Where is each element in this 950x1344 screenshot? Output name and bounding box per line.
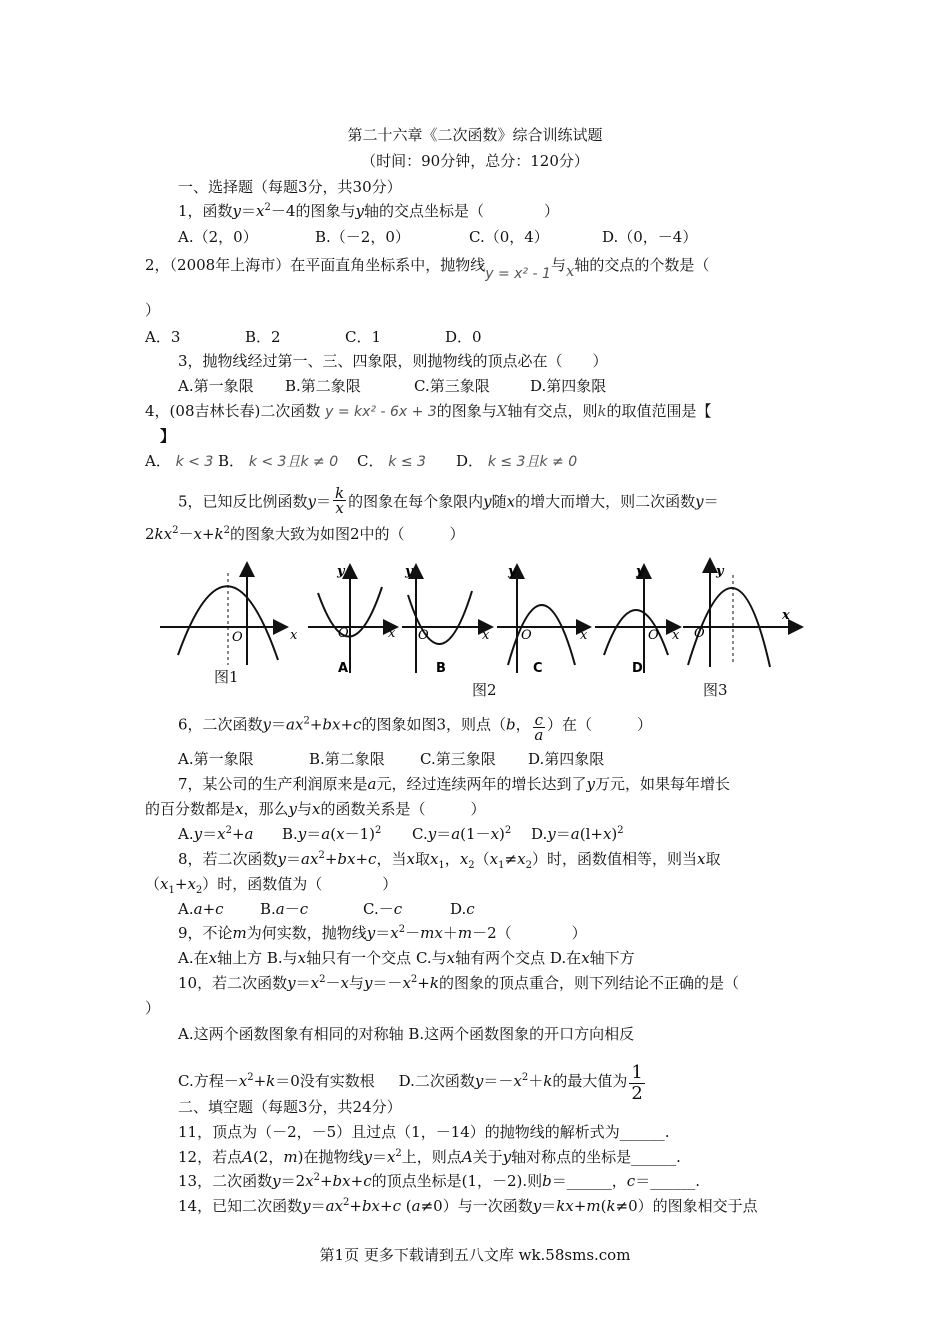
question-14: 14，已知二次函数$y=ax^2+bx+c$ (a≠0）与一次函数y＝kx+m(k≠0）的图象相交于点 bbox=[178, 1197, 758, 1215]
fig2-label-c: C bbox=[533, 661, 543, 676]
q2-formula: y = x² - 1 bbox=[485, 266, 551, 282]
page-footer: 第1页 更多下载请到五八文库 wk.58sms.com bbox=[319, 1246, 631, 1264]
q10-options-ab bbox=[178, 1024, 634, 1044]
q7-option-d: $D.y=a(l+x)^2$ bbox=[531, 825, 624, 843]
q1-option-d: D.（0，－4） bbox=[602, 228, 698, 246]
q3-option-c: C.第三象限 bbox=[414, 377, 490, 395]
q10-option-c: C.方程$-x^2+k=0$没有实数根 bbox=[178, 1071, 375, 1090]
q9-options bbox=[178, 948, 635, 968]
question-3: 3，抛物线经过第一、三、四象限，则抛物线的顶点必在（ ） bbox=[178, 352, 608, 370]
q8-option-a: A.a+c bbox=[178, 900, 224, 918]
q2-option-a: A．3 bbox=[145, 328, 181, 346]
question-12: 12，若点A(2，m)在抛物线$y=x^2$上，则点A关于y轴对称点的坐标是______. bbox=[178, 1148, 681, 1166]
q6-option-d: D.第四象限 bbox=[528, 750, 605, 768]
q4-formula: y = kx² - 6x + 3 bbox=[325, 404, 437, 420]
svg-text:x: x bbox=[672, 628, 680, 643]
q3-option-a: A.第一象限 bbox=[178, 377, 254, 395]
q7-option-a: $A.y=x^2+a$ bbox=[178, 825, 254, 843]
question-8-line1: 8，若二次函数$y=ax^2+bx+c$，当x取$x_1$，$x_2(x_1\ne x_2)$时，函数值相等，则当x取 bbox=[178, 850, 721, 871]
q3-option-d: D.第四象限 bbox=[530, 377, 607, 395]
q4-option-c: C． k ≤ 3 bbox=[357, 452, 426, 470]
fig2-label-d: D bbox=[632, 661, 643, 676]
question-4: 4，(08吉林长春)二次函数 y = kx² - 6x + 3的图象与X轴有交点，则k的取值范围是【 bbox=[145, 402, 712, 420]
fig2-label-a: A bbox=[338, 661, 349, 676]
svg-text:O: O bbox=[694, 626, 705, 641]
svg-text:x: x bbox=[782, 608, 790, 623]
q4-tail: 】 bbox=[160, 427, 176, 445]
q9-option-b: B.与x轴只有一个交点 bbox=[266, 949, 412, 967]
q10-option-d: D.二次函数$y=-x^2+k$的最大值为 $\frac{1}{2}$ bbox=[398, 1062, 643, 1104]
section-choice-heading: 一、选择题（每题3分，共30分） bbox=[178, 178, 402, 196]
figure-3 bbox=[683, 561, 800, 667]
q4-option-b: B． k < 3且k ≠ 0 bbox=[218, 452, 339, 470]
svg-text:y: y bbox=[337, 564, 345, 579]
q6-option-c: C.第三象限 bbox=[420, 750, 496, 768]
q2-option-b: B．2 bbox=[245, 328, 281, 346]
q8-option-c: C.－c bbox=[363, 900, 403, 918]
page-subtitle: （时间：90分钟，总分：120分） bbox=[361, 152, 589, 170]
question-1: 1，函数$y=x^2-4$的图象与y轴的交点坐标是（ ） bbox=[178, 202, 559, 220]
question-8-line2: $(x_1+x_2)$时，函数值为（ ） bbox=[145, 875, 398, 896]
svg-text:x: x bbox=[580, 628, 588, 643]
q10-options-cd bbox=[178, 1061, 647, 1102]
question-2: 2，（2008年上海市）在平面直角坐标系中，抛物线y = x² - 1与x轴的交点的个数是（ bbox=[145, 256, 710, 282]
q3-option-b: B.第二象限 bbox=[285, 377, 361, 395]
q4-option-d: D． k ≤ 3且k ≠ 0 bbox=[456, 452, 578, 470]
section-fill-heading: 二、填空题（每题3分，共24分） bbox=[178, 1098, 402, 1116]
question-13: 13，二次函数$y=2x^2+bx+c$的顶点坐标是(1，－2).则b＝______，c＝______. bbox=[178, 1172, 700, 1190]
question-5-line2: $2kx^2-x+k^2$的图象大致为如图2中的（ ） bbox=[145, 525, 465, 543]
question-10: 10，若二次函数$y=x^2-x$与$y=-x^2+k$的图象的顶点重合，则下列结论不正确的是（ bbox=[178, 974, 739, 992]
k-over-x-fraction: $\frac{k}{x}$ bbox=[335, 484, 345, 517]
figure-2c bbox=[497, 564, 588, 676]
svg-text:y: y bbox=[716, 564, 724, 579]
q8-option-d: D.c bbox=[450, 900, 475, 918]
svg-text:O: O bbox=[418, 628, 429, 643]
q2-tail: ） bbox=[145, 301, 161, 319]
figure-2d bbox=[595, 564, 680, 676]
q9-option-a: A.在x轴上方 bbox=[178, 949, 263, 967]
svg-text:O: O bbox=[338, 626, 349, 641]
fig1-caption: 图1 bbox=[214, 668, 239, 686]
svg-text:y: y bbox=[636, 564, 644, 579]
q6-option-a: A.第一象限 bbox=[178, 750, 254, 768]
q7-option-b: $B.y=a(x-1)^2$ bbox=[282, 825, 382, 843]
q2-option-d: D．0 bbox=[445, 328, 482, 346]
figure-1 bbox=[160, 565, 298, 665]
question-7-line1: 7，某公司的生产利润原来是a元，经过连续两年的增长达到了y万元，如果每年增长 bbox=[178, 775, 731, 793]
svg-text:y: y bbox=[508, 564, 516, 579]
q8-option-b: B.a－c bbox=[260, 900, 309, 918]
fig2-caption: 图2 bbox=[472, 681, 497, 699]
fig1-origin: O bbox=[232, 630, 243, 645]
q4-option-a: A． k < 3 bbox=[145, 452, 214, 470]
question-5-line1: 5，已知反比例函数y＝ $\frac{k}{x}$ 的图象在每个象限内y随x的增大而增大，则二次函数y＝ bbox=[178, 484, 719, 517]
c-over-a-fraction: $\frac{c}{a}$ bbox=[534, 711, 544, 744]
svg-text:y: y bbox=[405, 564, 413, 579]
q1-option-b: B.（－2，0） bbox=[315, 228, 410, 246]
svg-text:O: O bbox=[521, 628, 532, 643]
question-7-line2: 的百分数都是x，那么y与x的函数关系是（ ） bbox=[145, 800, 486, 818]
q6-option-b: B.第二象限 bbox=[309, 750, 385, 768]
page-title: 第二十六章《二次函数》综合训练试题 bbox=[347, 126, 603, 144]
fig2-label-b: B bbox=[436, 661, 446, 676]
svg-text:x: x bbox=[388, 626, 396, 641]
one-half-fraction: $\frac{1}{2}$ bbox=[631, 1062, 643, 1104]
question-11: 11，顶点为（－2，－5）且过点（1，－14）的抛物线的解析式为______. bbox=[178, 1123, 670, 1141]
q9-option-d: D.在x轴下方 bbox=[549, 949, 635, 967]
svg-text:O: O bbox=[648, 628, 659, 643]
q9-option-c: C.与x轴有两个交点 bbox=[415, 949, 546, 967]
svg-text:x: x bbox=[482, 628, 490, 643]
q10-option-b: B.这两个函数图象的开口方向相反 bbox=[408, 1025, 635, 1043]
question-9: 9，不论m为何实数，抛物线$y=x^2-mx+m-2$（ ） bbox=[178, 924, 587, 942]
q7-option-c: $C.y=a(1-x)^2$ bbox=[412, 825, 512, 843]
figure-2a bbox=[308, 564, 396, 676]
fig3-caption: 图3 bbox=[703, 681, 728, 699]
question-6: 6，二次函数$y=ax^2+bx+c$的图象如图3，则点（b， $\frac{c}{a}$ ）在（ ） bbox=[178, 711, 653, 744]
q1-option-a: A.（2，0） bbox=[178, 228, 258, 246]
q10-option-a: A.这两个函数图象有相同的对称轴 bbox=[178, 1025, 404, 1043]
fig1-x-label: x bbox=[290, 628, 298, 643]
q2-option-c: C．1 bbox=[345, 328, 382, 346]
q10-tail: ） bbox=[145, 999, 161, 1017]
q1-option-c: C.（0，4） bbox=[469, 228, 549, 246]
figure-2b bbox=[402, 564, 490, 676]
